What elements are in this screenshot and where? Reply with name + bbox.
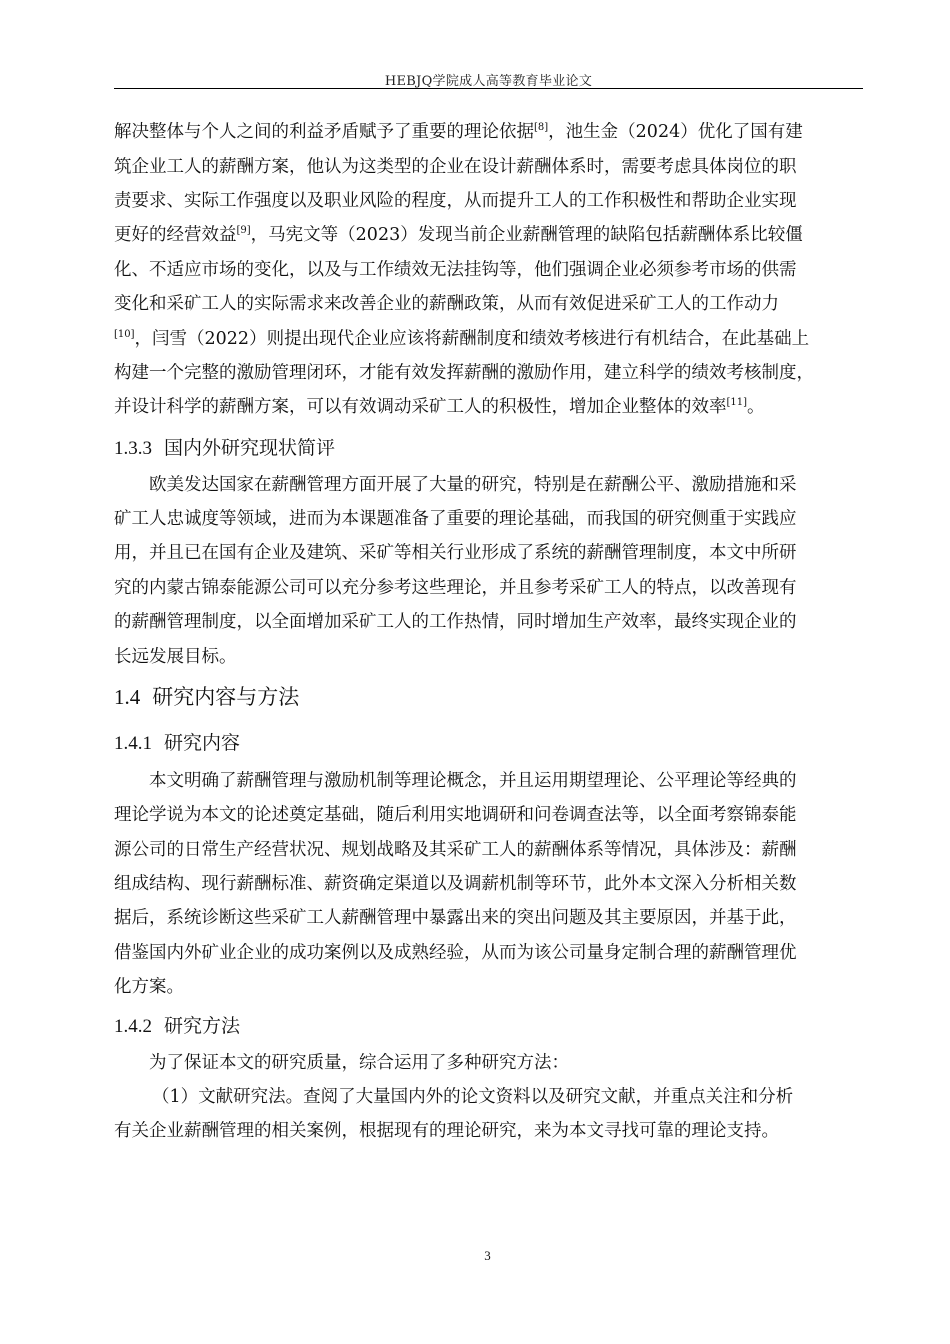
- section-title: 研究方法: [164, 1015, 241, 1037]
- para3-line: 源公司的日常生产经营状况、规划战略及其采矿工人的薪酬体系等情况，具体涉及：薪酬: [114, 840, 797, 860]
- para2-line: 欧美发达国家在薪酬管理方面开展了大量的研究，特别是在薪酬公平、激励措施和采: [149, 475, 797, 495]
- section-title: 研究内容与方法: [152, 685, 300, 709]
- citation: [11]: [726, 397, 748, 408]
- para1-line: 筑企业工人的薪酬方案，他认为这类型的企业在设计薪酬体系时，需要考虑具体岗位的职: [114, 157, 797, 177]
- section-number: 1.4: [114, 685, 141, 709]
- section-number: 1.4.2: [114, 1016, 152, 1037]
- section-heading-1-4: [114, 684, 299, 710]
- para1-line: 责要求、实际工作强度以及职业风险的程度，从而提升工人的工作积极性和帮助企业实现: [114, 191, 797, 211]
- section-heading-1-4-2: [114, 1014, 240, 1039]
- para4-line: （1）文献研究法。查阅了大量国内外的论文资料以及研究文献，并重点关注和分析: [152, 1087, 794, 1107]
- text: 更好的经营效益: [114, 225, 237, 245]
- text: ，池生金（2024）优化了国有建: [548, 122, 803, 142]
- para1-line: 化、不适应市场的变化，以及与工作绩效无法挂钩等，他们强调企业必须参考市场的供需: [114, 260, 797, 280]
- para1-line: [114, 396, 854, 418]
- para1-line: [114, 224, 854, 246]
- para3-line: 化方案。: [114, 977, 184, 997]
- text: 并设计科学的薪酬方案，可以有效调动采矿工人的积极性，增加企业整体的效率: [114, 397, 727, 417]
- para4-line: 有关企业薪酬管理的相关案例，根据现有的理论研究，来为本文寻找可靠的理论支持。: [114, 1121, 779, 1141]
- section-heading-1-3-3: [114, 436, 335, 461]
- para1-line: 变化和采矿工人的实际需求来改善企业的薪酬政策，从而有效促进采矿工人的工作动力: [114, 294, 779, 314]
- para3-line: 组成结构、现行薪酬标准、薪资确定渠道以及调薪机制等环节，此外本文深入分析相关数: [114, 874, 797, 894]
- page-number: 3: [484, 1248, 491, 1263]
- para1-line: [114, 121, 854, 143]
- section-number: 1.4.1: [114, 733, 152, 754]
- text: ，闫雪（2022）则提出现代企业应该将薪酬制度和绩效考核进行有机结合，在此基础上: [134, 329, 810, 349]
- para2-line: 究的内蒙古锦泰能源公司可以充分参考这些理论，并且参考采矿工人的特点，以改善现有: [114, 578, 797, 598]
- para1-line: [114, 328, 854, 350]
- para3-line: 理论学说为本文的论述奠定基础，随后利用实地调研和问卷调查法等，以全面考察锦泰能: [114, 805, 797, 825]
- citation: [9]: [236, 225, 251, 236]
- para3-line: 据后，系统诊断这些采矿工人薪酬管理中暴露出来的突出问题及其主要原因，并基于此，: [114, 908, 797, 928]
- para1-line: 构建一个完整的激励管理闭环，才能有效发挥薪酬的激励作用，建立科学的绩效考核制度，: [114, 363, 814, 383]
- text: 。: [747, 397, 765, 417]
- para2-line: 长远发展目标。: [114, 647, 237, 667]
- section-title: 国内外研究现状简评: [164, 437, 336, 459]
- para4-line: 为了保证本文的研究质量，综合运用了多种研究方法：: [149, 1053, 569, 1073]
- running-header: HEBJQ学院成人高等教育毕业论文: [384, 74, 593, 89]
- section-number: 1.3.3: [114, 438, 152, 459]
- para3-line: 借鉴国内外矿业企业的成功案例以及成熟经验，从而为该公司量身定制合理的薪酬管理优: [114, 943, 797, 963]
- para3-line: 本文明确了薪酬管理与激励机制等理论概念，并且运用期望理论、公平理论等经典的: [149, 771, 797, 791]
- para2-line: 的薪酬管理制度，以全面增加采矿工人的工作热情，同时增加生产效率，最终实现企业的: [114, 612, 797, 632]
- section-heading-1-4-1: [114, 731, 240, 756]
- para2-line: 用，并且已在国有企业及建筑、采矿等相关行业形成了系统的薪酬管理制度，本文中所研: [114, 543, 797, 563]
- citation: [10]: [114, 329, 135, 340]
- para2-line: 矿工人忠诚度等领域，进而为本课题准备了重要的理论基础，而我国的研究侧重于实践应: [114, 509, 797, 529]
- text: ，马宪文等（2023）发现当前企业薪酬管理的缺陷包括薪酬体系比较僵: [250, 225, 803, 245]
- section-title: 研究内容: [164, 732, 241, 754]
- citation: [8]: [534, 122, 549, 133]
- header-rule: [114, 88, 863, 89]
- text: 解决整体与个人之间的利益矛盾赋予了重要的理论依据: [114, 122, 534, 142]
